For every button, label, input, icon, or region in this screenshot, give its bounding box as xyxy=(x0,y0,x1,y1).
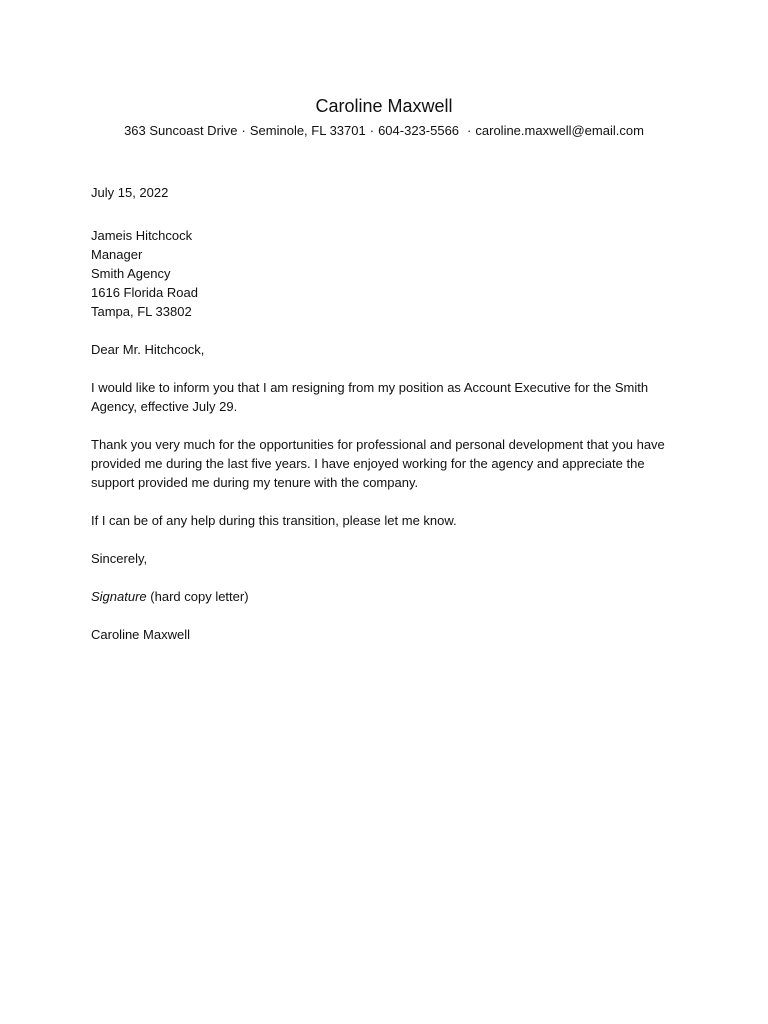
sender-name: Caroline Maxwell xyxy=(315,96,453,116)
signer-name: Caroline Maxwell xyxy=(91,627,190,642)
separator: · xyxy=(467,123,472,138)
letter-date: July 15, 2022 xyxy=(91,185,169,200)
sender-city: Seminole, FL 33701 xyxy=(249,123,366,138)
sender-address: 363 Suncoast Drive xyxy=(124,123,238,138)
salutation: Dear Mr. Hitchcock, xyxy=(91,342,205,357)
recipient-street: 1616 Florida Road xyxy=(91,285,198,300)
separator: · xyxy=(369,123,375,138)
recipient-name: Jameis Hitchcock xyxy=(91,228,193,243)
body-paragraph: Thank you very much for the opportunities for professional and personal development that you have provided me during the last five years. I have enjoyed working for the agency and appreciate the support provided me during my tenure with the company. xyxy=(91,437,665,490)
recipient-block xyxy=(91,226,691,321)
separator: · xyxy=(241,123,246,138)
recipient-city: Tampa, FL 33802 xyxy=(91,304,192,319)
sender-contact-line xyxy=(0,123,768,139)
recipient-title: Manager xyxy=(91,247,143,262)
sender-phone: 604-323-5566 xyxy=(378,123,460,138)
signature-label: Signature xyxy=(91,589,147,604)
body-paragraph: I would like to inform you that I am resigning from my position as Account Executive for the Smith Agency, effective July 29. xyxy=(91,380,649,414)
closing: Sincerely, xyxy=(91,551,148,566)
recipient-company: Smith Agency xyxy=(91,266,171,281)
signature-note: (hard copy letter) xyxy=(150,589,249,604)
sender-email: caroline.maxwell@email.com xyxy=(475,123,644,138)
body-paragraph: If I can be of any help during this transition, please let me know. xyxy=(91,513,457,528)
signature-line xyxy=(91,587,691,606)
